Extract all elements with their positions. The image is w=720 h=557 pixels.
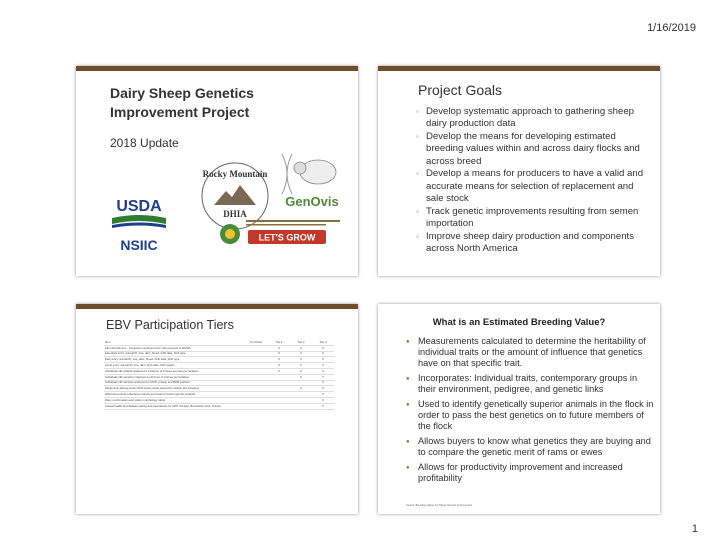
col-tier1: Tier 1 [268, 340, 290, 345]
table-cell-mark: X [312, 368, 334, 374]
table-cell-item: Ewe flock entry: animal ID, sire, dam, breed, birth date, birth type [104, 351, 244, 357]
table-cell-mark: X [312, 345, 334, 351]
table-cell-mark: X [268, 368, 290, 374]
title-line-1: Dairy Sheep Genetics [110, 85, 254, 101]
dhia-text: DHIA [223, 209, 247, 219]
slide-accent-bar [76, 66, 358, 71]
page-date: 1/16/2019 [647, 22, 696, 34]
table-cell-mark: X [312, 397, 334, 403]
slide2-title: Project Goals [418, 82, 503, 98]
slide-project-goals [378, 66, 660, 276]
table-cell-mark: X [268, 345, 290, 351]
goals-list [416, 106, 652, 256]
table-cell-mark: X [312, 403, 334, 409]
goal-item: ◦ Develop systematic approach to gathering sheep dairy production data [416, 106, 652, 131]
table-cell-mark: X [290, 386, 312, 392]
table-cell-mark: X [290, 357, 312, 363]
slide4-title: What is an Estimated Breeding Value? [432, 317, 606, 328]
table-cell-mark: X [312, 392, 334, 398]
table-cell-mark: X [268, 363, 290, 369]
usda-nsiic-logo [108, 194, 170, 260]
table-cell-mark: X [290, 368, 312, 374]
table-cell-mark: X [312, 380, 334, 386]
tiers-table [104, 340, 334, 410]
table-cell-item: DNA blood cards collected on lambs and ewes for future genetic analysis [104, 392, 244, 398]
table-row [104, 403, 334, 409]
slide-accent-bar [378, 66, 660, 71]
col-tier2: Tier 2 [290, 340, 312, 345]
ebv-item: ● Used to identify genetically superior animals in the flock in order to pass the best genetics on to future members of the flock [406, 399, 654, 433]
title-line-2: Improvement Project [110, 104, 250, 120]
table-cell-mark: X [290, 374, 312, 380]
goal-item: ◦ Track genetic improvements resulting from semen importation [416, 206, 652, 231]
ebv-item: ● Incorporates: Individual traits, contemporary groups in their environment, pedigree, and genetic links [406, 373, 654, 395]
ebv-item: ● Allows for productivity improvement and increased profitability [406, 462, 654, 484]
table-cell-mark: X [312, 357, 334, 363]
ebv-item: ● Allows buyers to know what genetics they are buying and to compare the genetic merit of rams or ewes [406, 436, 654, 458]
genovis-text: GenOvis [285, 194, 339, 209]
col-item: Item [104, 340, 244, 345]
table-cell-mark: X [312, 386, 334, 392]
table-cell-mark [268, 403, 290, 409]
table-cell-item: Individual milk samples analyzed for MUN, protein and BHB markers [104, 380, 244, 386]
col-pct: % of flock [244, 340, 268, 345]
table-cell-mark: X [290, 363, 312, 369]
table-cell-item: Animal health and disease testing and assurances for OPP, Scrapie, Brucellosis Ovis, Johnes [104, 403, 244, 409]
col-tier3: Tier 3 [312, 340, 334, 345]
table-cell-mark [290, 403, 312, 409]
table-cell-mark: X [290, 351, 312, 357]
table-cell-item: Farm Enrollment – Complete enrollment form with payment to DSIHA [104, 345, 244, 351]
table-cell-item: Individual milk samples collected a minimum of 3 times per lactation [104, 374, 244, 380]
genovis-logo [272, 144, 350, 214]
rocky-text: Rocky Mountain [202, 169, 268, 179]
slide3-title: EBV Participation Tiers [106, 318, 234, 332]
slide-title [76, 66, 358, 276]
page-number: 1 [691, 523, 698, 535]
goal-item: ◦ Develop the means for developing estimated breeding values within and across dairy flocks and across breed [416, 131, 652, 168]
table-cell-item: Single-time testing and/or DNA tissue cards used with multiple sire breeding [104, 386, 244, 392]
table-cell-mark: X [312, 351, 334, 357]
table-cell-mark: X [268, 357, 290, 363]
slide1-subtitle: 2018 Update [110, 136, 179, 150]
nsiic-text: NSIIC [120, 237, 158, 253]
ebv-list [406, 336, 654, 488]
goal-item: ◦ Improve sheep dairy production and components across North America [416, 231, 652, 256]
table-cell-mark: X [268, 351, 290, 357]
lets-grow-text: LET'S GROW [258, 232, 316, 243]
table-cell-item: Lamb entry: animal ID, sire, dam, birth date, birth weight [104, 363, 244, 369]
table-cell-item: Ram entry: animal ID, sire, dam, breed, birth date, birth type [104, 357, 244, 363]
slide-ebv-tiers [76, 304, 358, 514]
slide4-footnote: Source: Breeding Values for Sheep Genetic Improvement [406, 504, 472, 507]
ebv-item: ● Measurements calculated to determine the heritability of individual traits or the amount of influence that genetics have on that specific trait. [406, 336, 654, 370]
lets-grow-logo [218, 210, 342, 258]
slide-ebv-definition [378, 304, 660, 514]
goal-item: ◦ Develop a means for producers to have a valid and accurate means for selection of replacement and sale stock [416, 168, 652, 205]
slide1-title [110, 84, 280, 122]
table-cell-mark [244, 403, 268, 409]
table-cell-mark: X [312, 374, 334, 380]
usda-text: USDA [116, 198, 162, 215]
slide-accent-bar [76, 304, 358, 309]
table-cell-mark: X [312, 363, 334, 369]
table-cell-item: Individual milk weights gathered a minimum of 5 times per ewe per lactation [104, 368, 244, 374]
table-cell-item: Dairy conformation and udder morphology rating [104, 397, 244, 403]
table-cell-mark: X [290, 345, 312, 351]
